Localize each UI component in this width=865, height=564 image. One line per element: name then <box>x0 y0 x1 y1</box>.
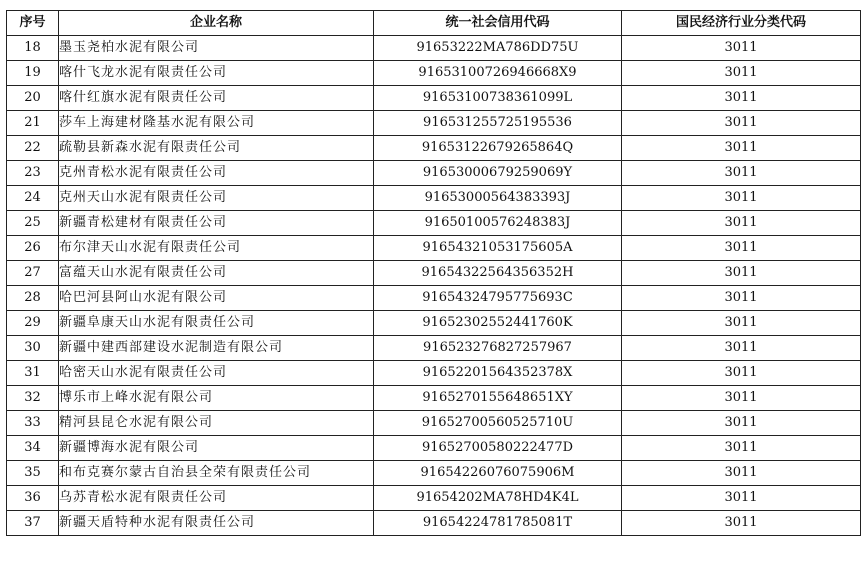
cell-credit-code: 91652700580222477D <box>374 436 622 461</box>
table-row <box>7 161 861 186</box>
cell-credit-code: 91653122679265864Q <box>374 136 622 161</box>
cell-company-name: 新疆博海水泥有限公司 <box>59 436 374 461</box>
cell-seq: 24 <box>7 186 59 211</box>
cell-seq: 26 <box>7 236 59 261</box>
cell-company-name: 墨玉尧柏水泥有限公司 <box>59 36 374 61</box>
cell-seq: 25 <box>7 211 59 236</box>
table-row <box>7 111 861 136</box>
cell-industry-code: 3011 <box>622 411 861 436</box>
cell-credit-code: 916523276827257967 <box>374 336 622 361</box>
table-row <box>7 511 861 536</box>
cell-credit-code: 91654202MA78HD4K4L <box>374 486 622 511</box>
cell-credit-code: 91653100738361099L <box>374 86 622 111</box>
cell-industry-code: 3011 <box>622 286 861 311</box>
cell-industry-code: 3011 <box>622 61 861 86</box>
cell-credit-code: 91654324795775693C <box>374 286 622 311</box>
cell-seq: 34 <box>7 436 59 461</box>
cell-credit-code: 91654226076075906M <box>374 461 622 486</box>
cell-credit-code: 9165270155648651XY <box>374 386 622 411</box>
cell-industry-code: 3011 <box>622 511 861 536</box>
cell-seq: 36 <box>7 486 59 511</box>
table-row <box>7 86 861 111</box>
header-code: 统一社会信用代码 <box>374 11 622 36</box>
cell-industry-code: 3011 <box>622 36 861 61</box>
cell-seq: 27 <box>7 261 59 286</box>
cell-credit-code: 91652700560525710U <box>374 411 622 436</box>
cell-industry-code: 3011 <box>622 136 861 161</box>
table-body <box>7 36 861 536</box>
cell-company-name: 新疆中建西部建设水泥制造有限公司 <box>59 336 374 361</box>
cell-company-name: 克州青松水泥有限责任公司 <box>59 161 374 186</box>
cell-company-name: 喀什飞龙水泥有限责任公司 <box>59 61 374 86</box>
cell-industry-code: 3011 <box>622 111 861 136</box>
header-industry: 国民经济行业分类代码 <box>622 11 861 36</box>
cell-industry-code: 3011 <box>622 211 861 236</box>
cell-company-name: 喀什红旗水泥有限责任公司 <box>59 86 374 111</box>
cell-company-name: 精河县昆仑水泥有限公司 <box>59 411 374 436</box>
table-row <box>7 286 861 311</box>
header-seq: 序号 <box>7 11 59 36</box>
cell-seq: 28 <box>7 286 59 311</box>
cell-company-name: 富蕴天山水泥有限责任公司 <box>59 261 374 286</box>
table-row <box>7 136 861 161</box>
cell-seq: 22 <box>7 136 59 161</box>
cell-seq: 20 <box>7 86 59 111</box>
cell-industry-code: 3011 <box>622 336 861 361</box>
cell-company-name: 布尔津天山水泥有限责任公司 <box>59 236 374 261</box>
cell-company-name: 克州天山水泥有限责任公司 <box>59 186 374 211</box>
cell-seq: 21 <box>7 111 59 136</box>
cell-seq: 31 <box>7 361 59 386</box>
table-row <box>7 236 861 261</box>
cell-credit-code: 91652302552441760K <box>374 311 622 336</box>
cell-seq: 32 <box>7 386 59 411</box>
cell-seq: 23 <box>7 161 59 186</box>
cell-company-name: 和布克赛尔蒙古自治县全荣有限责任公司 <box>59 461 374 486</box>
cell-industry-code: 3011 <box>622 386 861 411</box>
cell-credit-code: 91653000564383393J <box>374 186 622 211</box>
table-row <box>7 211 861 236</box>
cell-company-name: 新疆阜康天山水泥有限责任公司 <box>59 311 374 336</box>
cell-industry-code: 3011 <box>622 236 861 261</box>
cell-seq: 29 <box>7 311 59 336</box>
cell-seq: 33 <box>7 411 59 436</box>
cell-credit-code: 91654224781785081T <box>374 511 622 536</box>
cell-seq: 37 <box>7 511 59 536</box>
cell-company-name: 新疆青松建材有限责任公司 <box>59 211 374 236</box>
cell-seq: 18 <box>7 36 59 61</box>
cell-industry-code: 3011 <box>622 261 861 286</box>
table-row <box>7 386 861 411</box>
table-row <box>7 186 861 211</box>
table-row <box>7 461 861 486</box>
cell-industry-code: 3011 <box>622 186 861 211</box>
cell-company-name: 博乐市上峰水泥有限公司 <box>59 386 374 411</box>
cell-industry-code: 3011 <box>622 361 861 386</box>
header-name: 企业名称 <box>59 11 374 36</box>
header-row <box>7 11 861 36</box>
cell-company-name: 哈密天山水泥有限责任公司 <box>59 361 374 386</box>
cell-credit-code: 91650100576248383J <box>374 211 622 236</box>
cell-industry-code: 3011 <box>622 311 861 336</box>
cell-company-name: 疏勒县新森水泥有限责任公司 <box>59 136 374 161</box>
cell-seq: 30 <box>7 336 59 361</box>
cell-industry-code: 3011 <box>622 486 861 511</box>
cell-company-name: 乌苏青松水泥有限责任公司 <box>59 486 374 511</box>
cell-credit-code: 91653000679259069Y <box>374 161 622 186</box>
cell-seq: 35 <box>7 461 59 486</box>
cell-industry-code: 3011 <box>622 86 861 111</box>
cell-industry-code: 3011 <box>622 161 861 186</box>
cell-industry-code: 3011 <box>622 436 861 461</box>
cell-credit-code: 916531255725195536 <box>374 111 622 136</box>
table-row <box>7 361 861 386</box>
table-row <box>7 336 861 361</box>
table-row <box>7 61 861 86</box>
cell-company-name: 哈巴河县阿山水泥有限公司 <box>59 286 374 311</box>
table-row <box>7 36 861 61</box>
cell-company-name: 莎车上海建材隆基水泥有限公司 <box>59 111 374 136</box>
cell-credit-code: 91652201564352378X <box>374 361 622 386</box>
cell-credit-code: 91653222MA786DD75U <box>374 36 622 61</box>
cell-company-name: 新疆天盾特种水泥有限责任公司 <box>59 511 374 536</box>
cell-seq: 19 <box>7 61 59 86</box>
table-header <box>7 11 861 36</box>
table-row <box>7 411 861 436</box>
table-row <box>7 436 861 461</box>
table-row <box>7 486 861 511</box>
table-row <box>7 311 861 336</box>
table-row <box>7 261 861 286</box>
cell-credit-code: 91654321053175605A <box>374 236 622 261</box>
cell-industry-code: 3011 <box>622 461 861 486</box>
enterprise-table <box>6 10 861 536</box>
cell-credit-code: 91653100726946668X9 <box>374 61 622 86</box>
cell-credit-code: 91654322564356352H <box>374 261 622 286</box>
